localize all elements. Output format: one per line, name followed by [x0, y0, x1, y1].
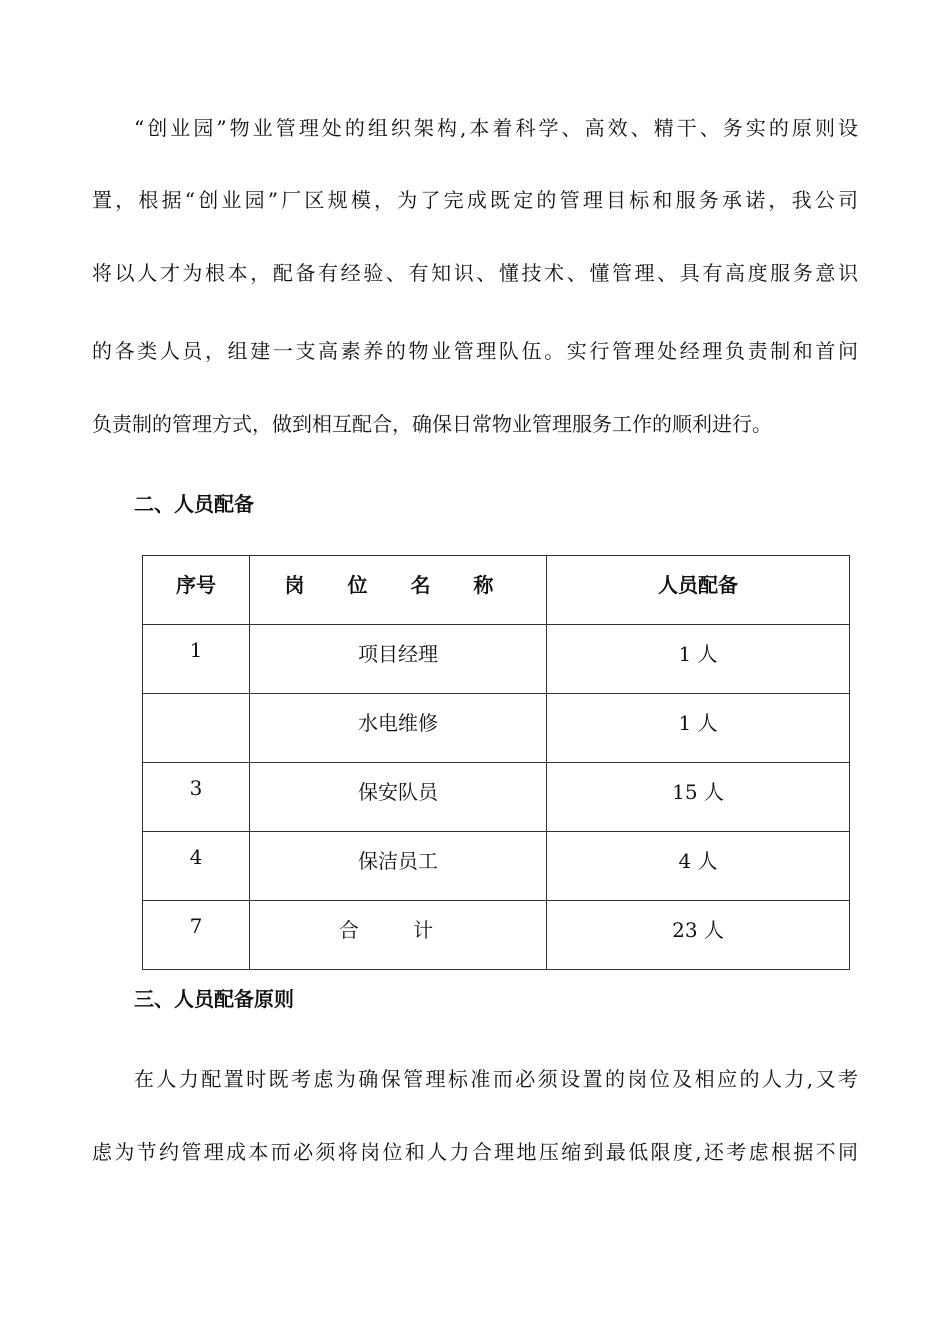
cell-number: 4: [143, 832, 250, 901]
table-row-total: [143, 901, 850, 970]
table-header-row: [143, 556, 850, 625]
cell-number: [143, 694, 250, 763]
header-cell-staffing: 人员配备: [547, 556, 850, 625]
principles-line-1: 在人力配置时既考虑为确保管理标准而必须设置的岗位及相应的人力,又考: [134, 1067, 858, 1091]
intro-line-5: 负责制的管理方式，做到相互配合，确保日常物业管理服务工作的顺利进行。: [92, 412, 772, 436]
intro-line-2: 置，根据“创业园”厂区规模，为了完成既定的管理目标和服务承诺，我公司: [92, 188, 858, 212]
table-row: [143, 625, 850, 694]
cell-post: 项目经理: [250, 625, 547, 694]
cell-post: 合 计: [250, 901, 547, 970]
section-heading-staffing: 二、人员配备: [134, 492, 254, 516]
staffing-table: [142, 555, 850, 970]
cell-count: 23 人: [547, 901, 850, 970]
cell-post: 保安队员: [250, 763, 547, 832]
cell-count: 1 人: [547, 625, 850, 694]
cell-count: 1 人: [547, 694, 850, 763]
intro-line-3: 将以人才为根本，配备有经验、有知识、懂技术、懂管理、具有高度服务意识: [92, 261, 858, 285]
cell-number: 3: [143, 763, 250, 832]
cell-count: 4 人: [547, 832, 850, 901]
intro-line-4: 的各类人员，组建一支高素养的物业管理队伍。实行管理处经理负责制和首问: [92, 339, 858, 363]
table-row: [143, 832, 850, 901]
cell-number: 7: [143, 901, 250, 970]
section-heading-staffing-principles: 三、人员配备原则: [134, 987, 294, 1011]
intro-line-1: “创业园”物业管理处的组织架构,本着科学、高效、精干、务实的原则设: [134, 116, 858, 140]
table-row: [143, 694, 850, 763]
cell-post: 保洁员工: [250, 832, 547, 901]
table-row: [143, 763, 850, 832]
header-cell-number: 序号: [143, 556, 250, 625]
cell-number: 1: [143, 625, 250, 694]
cell-count: 15 人: [547, 763, 850, 832]
cell-post: 水电维修: [250, 694, 547, 763]
header-cell-post: 岗 位 名 称: [250, 556, 547, 625]
principles-line-2: 虑为节约管理成本而必须将岗位和人力合理地压缩到最低限度,还考虑根据不同: [92, 1140, 858, 1164]
